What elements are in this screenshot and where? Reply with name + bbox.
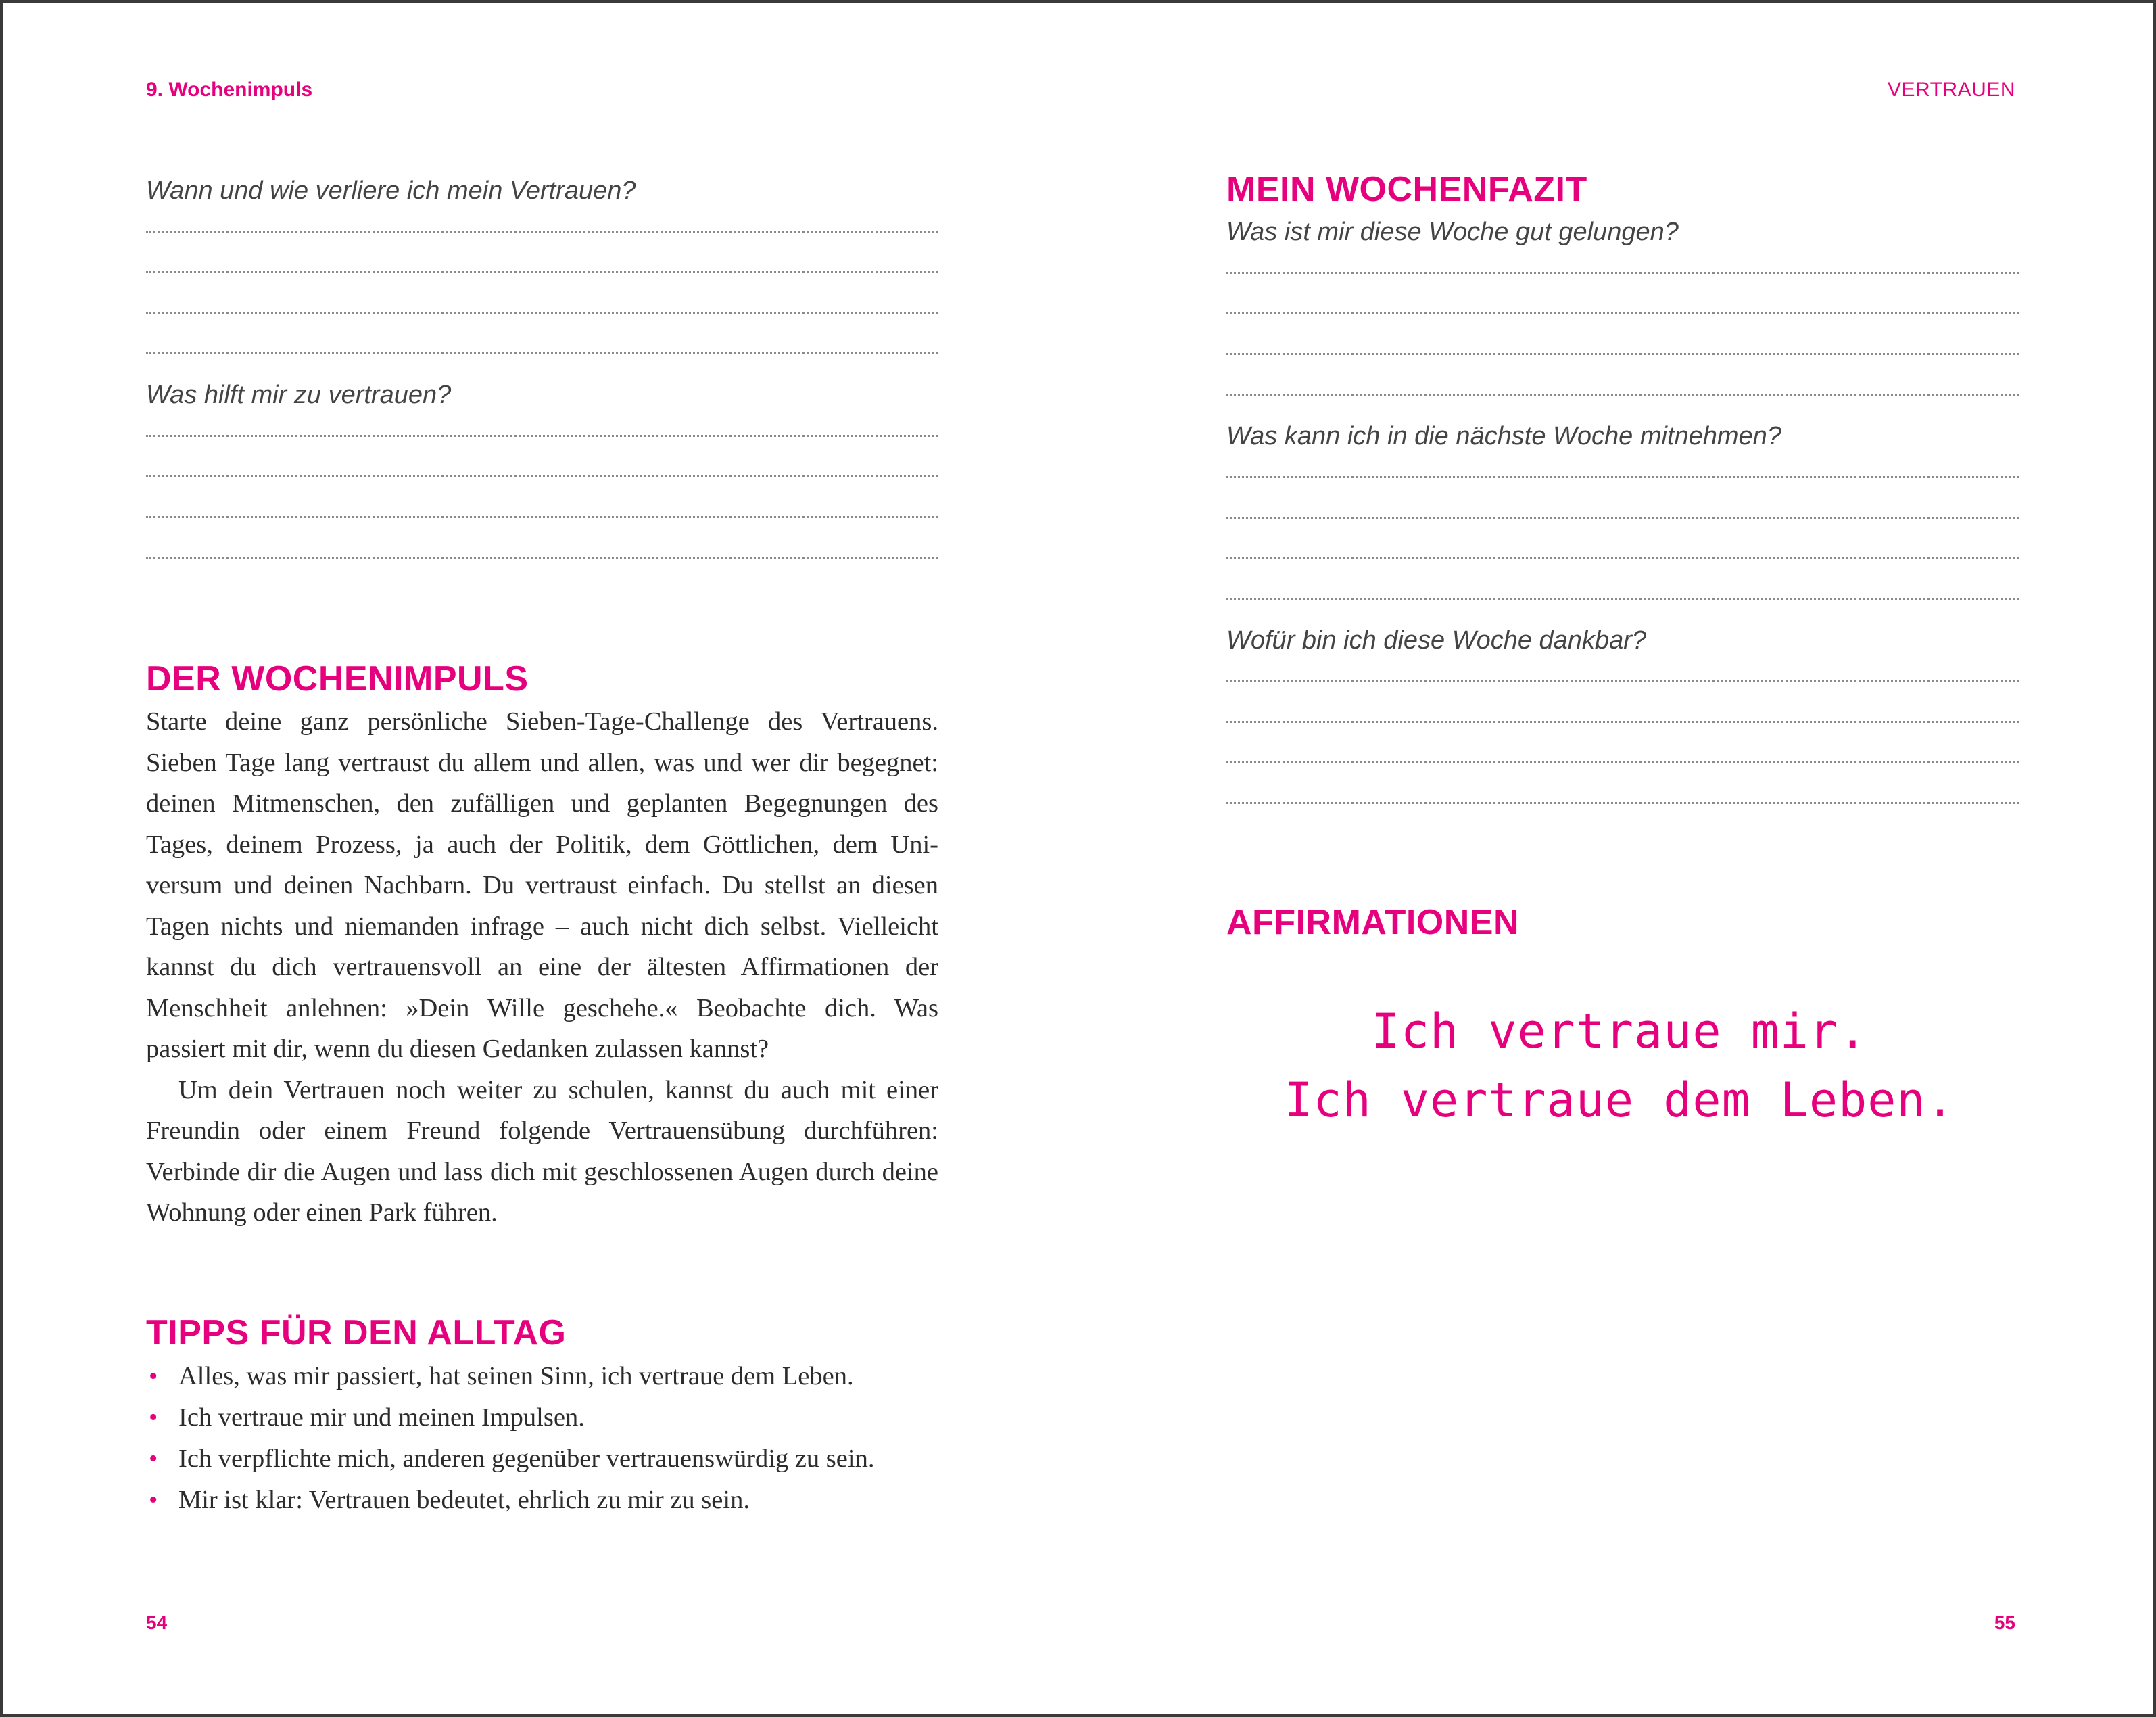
question-label: Wann und wie verliere ich mein Vertrauen? [146, 177, 636, 205]
writing-line[interactable] [1226, 517, 2019, 519]
writing-line[interactable] [146, 312, 938, 314]
section-heading-tips: TIPPS FÜR DEN ALLTAG [146, 1313, 567, 1353]
question-label: Was ist mir diese Woche gut gelungen? [1226, 218, 1679, 246]
list-item: • Alles, was mir passiert, hat seinen Sinn, ich vertraue dem Leben. [146, 1356, 944, 1397]
affirmation-text [1080, 997, 2156, 1135]
impulse-paragraph-2: Um dein Vertrauen noch weiter zu schulen, kannst du auch mit einer Freundin oder einem Freund folgende Vertrauensübung durchführen: Verbinde dir die Augen und lass dich mit geschlossenen Augen durch deine Wohnung oder einen Park führen. [146, 1075, 938, 1227]
writing-line[interactable] [146, 475, 938, 477]
left-page [3, 3, 1080, 1714]
writing-line[interactable] [1226, 761, 2019, 763]
question-block-fazit-3 [1226, 625, 2019, 843]
writing-line[interactable] [146, 271, 938, 273]
affirmation-line-2: Ich vertraue dem Leben. [1284, 1073, 1955, 1128]
list-item: • Ich vertraue mir und meinen Impulsen. [146, 1397, 944, 1438]
writing-line[interactable] [1226, 394, 2019, 396]
list-item: • Ich verpflichte mich, anderen gegenüber vertrauenswürdig zu sein. [146, 1438, 944, 1480]
question-label: Wofür bin ich diese Woche dankbar? [1226, 626, 1646, 655]
question-block-1 [146, 175, 938, 393]
writing-line[interactable] [1226, 721, 2019, 723]
writing-line[interactable] [1226, 272, 2019, 274]
writing-line[interactable] [146, 516, 938, 518]
bullet-icon: • [149, 1486, 158, 1514]
writing-line[interactable] [1226, 476, 2019, 478]
question-label: Was kann ich in die nächste Woche mitnehmen? [1226, 422, 1781, 450]
section-heading-affirmations: AFFIRMATIONEN [1226, 903, 1520, 942]
affirmation-line-1: Ich vertraue mir. [1371, 1004, 1868, 1059]
tips-list [146, 1356, 944, 1521]
page-number-left: 54 [146, 1612, 168, 1633]
running-head-left: 9. Wochenimpuls [146, 78, 313, 101]
bullet-icon: • [149, 1362, 158, 1390]
question-block-fazit-2 [1226, 421, 2019, 638]
writing-line[interactable] [1226, 312, 2019, 314]
writing-line[interactable] [1226, 680, 2019, 682]
list-item: • Mir ist klar: Vertrauen bedeutet, ehrlich zu mir zu sein. [146, 1480, 944, 1521]
question-label: Was hilft mir zu vertrauen? [146, 381, 452, 409]
writing-line[interactable] [146, 352, 938, 354]
page-number-right: 55 [1994, 1612, 2015, 1633]
writing-line[interactable] [146, 435, 938, 437]
writing-line[interactable] [1226, 557, 2019, 559]
writing-line[interactable] [146, 231, 938, 233]
impulse-body [146, 701, 938, 1233]
writing-line[interactable] [1226, 353, 2019, 355]
section-heading-fazit: MEIN WOCHENFAZIT [1226, 170, 1587, 209]
bullet-icon: • [149, 1403, 158, 1432]
question-block-2 [146, 379, 938, 597]
writing-line[interactable] [1226, 598, 2019, 600]
writing-line[interactable] [146, 557, 938, 559]
running-head-right: VERTRAUEN [1888, 78, 2015, 101]
impulse-paragraph-1: Starte deine ganz persönliche Sieben-Tage-Challenge des Vertrauens. Sieben Tage lang vertraust du allem und allen, was und wer dir begegnet: deinen Mitmenschen, den zufälligen und geplanten Begegnungen des Tages, deinem Prozess, ja auch der Politik, dem Göttlichen, dem Universum und deinen Nachbarn. Du vertraust einfach. Du stellst an diesen Tagen nichts und niemanden infrage – auch nicht dich selbst. Vielleicht kannst du dich vertrauensvoll an eine der ältesten Affirmationen der Menschheit anlehnen: »Dein Wille geschehe.« Beobachte dich. Was passiert mit dir, wenn du diesen Gedanken zulassen kannst? [146, 707, 938, 1063]
bullet-icon: • [149, 1444, 158, 1473]
writing-line[interactable] [1226, 802, 2019, 804]
question-block-fazit-1 [1226, 216, 2019, 434]
section-heading-impulse: DER WOCHENIMPULS [146, 659, 529, 699]
right-page [1080, 3, 2156, 1714]
